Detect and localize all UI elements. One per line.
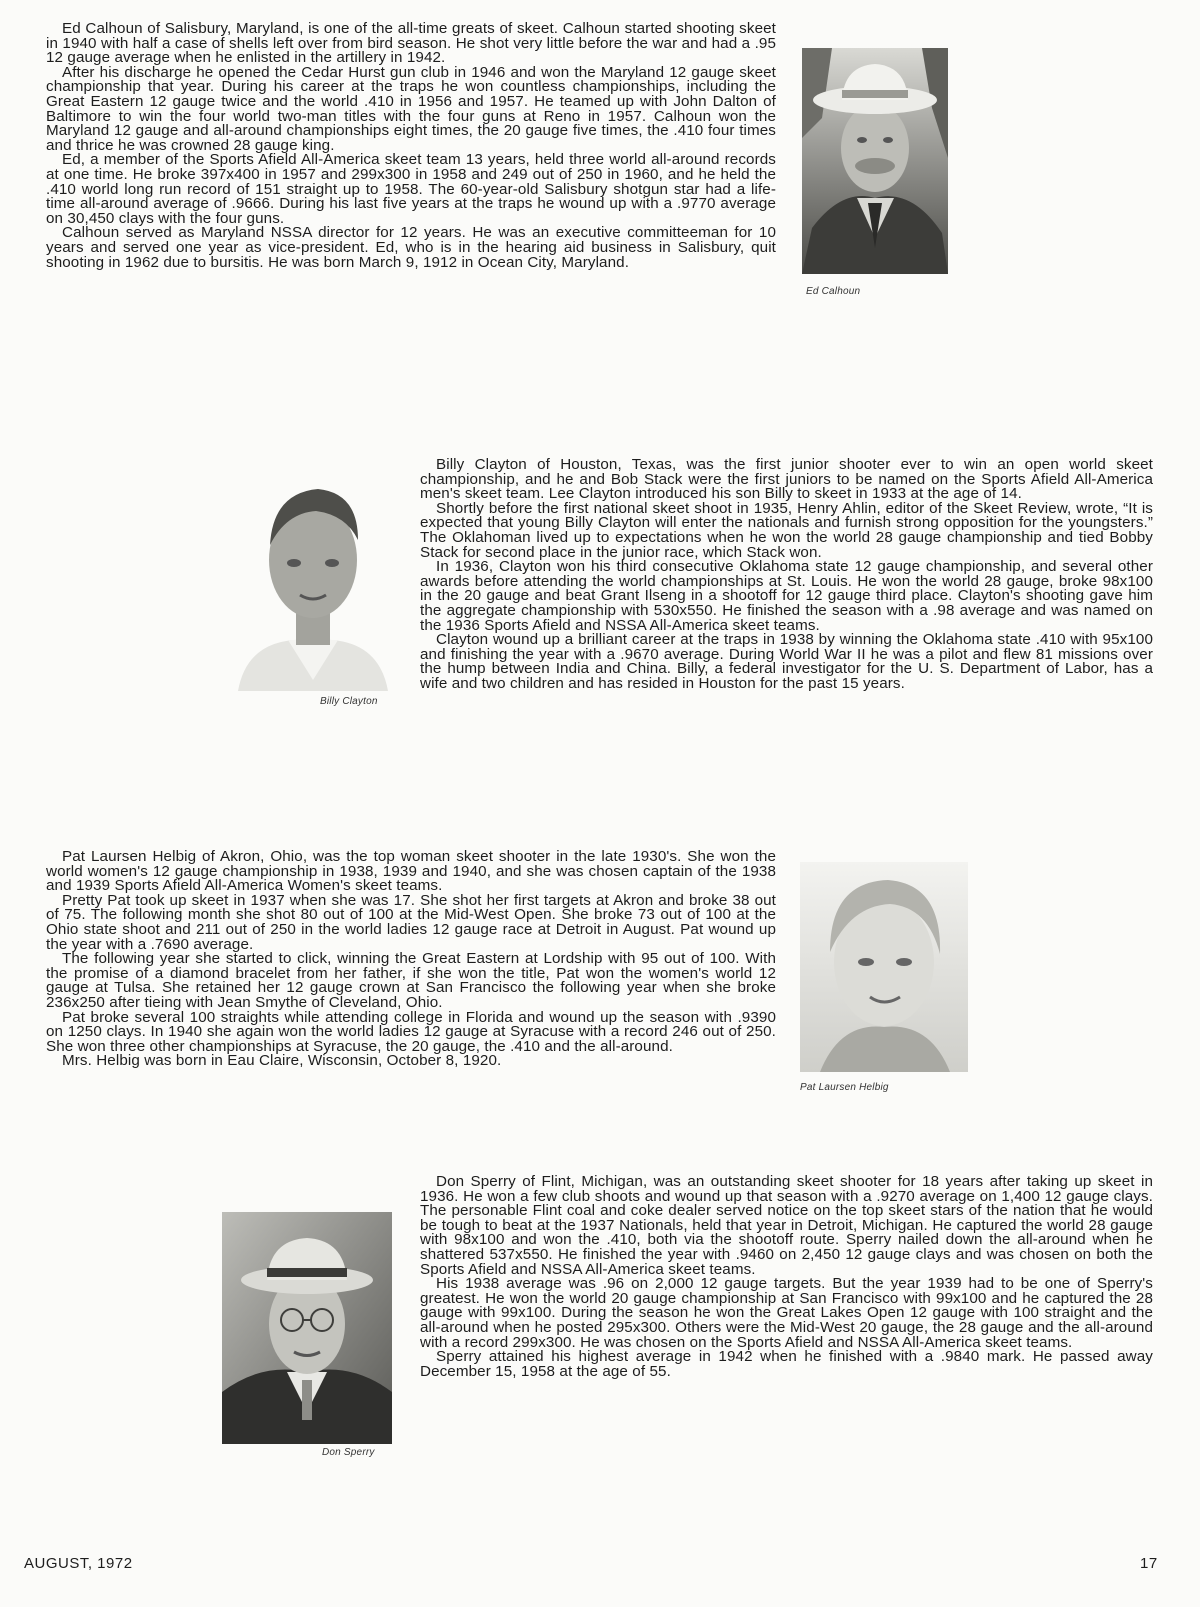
footer-date: AUGUST, 1972 — [24, 1555, 133, 1572]
bio-paragraph: Mrs. Helbig was born in Eau Claire, Wisconsin, October 8, 1920. — [62, 1052, 502, 1070]
bio-paragraph: Don Sperry of Flint, Michigan, was an outstanding skeet shooter for 18 years after taking up skeet in 1936. He won a few club shoots and wound up that season with a .9270 average on 1,400 12 gauge clays. The personable Flint coal and coke dealer served notice on the top skeet stars of the nation that he would be tough to beat at the 1937 Nationals, held that year in Detroit, Michigan. He captured the world 28 gauge with 98x100 and won the .410, both via the shootoff route. Sperry nailed down the all-around when he shattered 537x550. He finished the year with .9460 on 2,450 12 gauge clays and was chosen on both the Sports Afield and NSSA All-America skeet teams. — [420, 1173, 1153, 1278]
bio-paragraph: The following year she started to click, winning the Great Eastern at Lordship with 95 out of 100. With the promise of a diamond bracelet from her father, if she won the title, Pat won the women's world 12 gauge at Tulsa. She retained her 12 gauge crown at San Francisco the following year when she broke 236x250 after tieing with Jean Smythe of Cleveland, Ohio. — [46, 950, 776, 1011]
bio-paragraph: Pat broke several 100 straights while attending college in Florida and wound up the season with .9390 on 1250 clays. In 1940 she again won the world ladies 12 gauge at Syracuse with a record 246 out of 250. She won three other championships at Syracuse, the 20 gauge, the .410 and the all-around. — [46, 1008, 776, 1055]
bio-paragraph: Billy Clayton of Houston, Texas, was the first junior shooter ever to win an open world skeet championship, and he and Bob Stack were the first juniors to be named on the Sports Afield All-America men's skeet team. Lee Clayton introduced his son Billy to skeet in 1933 at the age of 14. — [420, 456, 1153, 503]
bio-paragraph: Pat Laursen Helbig of Akron, Ohio, was the top woman skeet shooter in the late 1930's. She won the world women's 12 gauge championship in 1938, 1939 and 1940, and she was chosen captain of the 1938 and 1939 Sports Afield All-America Women's skeet teams. — [46, 848, 776, 895]
caption-ed-calhoun: Ed Calhoun — [806, 286, 861, 297]
photo-pat-laursen-helbig — [800, 862, 968, 1072]
caption-billy-clayton: Billy Clayton — [320, 696, 378, 707]
bio-don-sperry — [420, 1175, 1153, 1379]
page-number: 17 — [1140, 1555, 1158, 1572]
bio-paragraph: Shortly before the first national skeet shoot in 1935, Henry Ahlin, editor of the Skeet Review, wrote, “It is expected that young Billy Clayton will enter the nationals and furnish strong opposition for the youngsters.” The Oklahoman lived up to expectations when he won the world 28 gauge championship and tied Bobby Stack for second place in the junior race, which Stack won. — [420, 499, 1153, 561]
photo-don-sperry — [222, 1212, 392, 1444]
bio-pat-laursen-helbig — [46, 850, 776, 1069]
bio-ed-calhoun — [46, 22, 776, 270]
bio-paragraph: Sperry attained his highest average in 1942 when he finished with a .9840 mark. He passed away December 15, 1958 at the age of 55. — [420, 1348, 1153, 1380]
bio-paragraph: His 1938 average was .96 on 2,000 12 gauge targets. But the year 1939 had to be one of Sperry's greatest. He won the world 20 gauge championship at San Francisco with 99x100 and he captured the 28 gauge with 99x100. During the season he won the Great Lakes Open 12 gauge with 100 straight and the all-around when he posted 295x300. Others were the Mid-West 20 gauge, the 28 gauge and the all-around with a record 299x300. He was chosen on the Sports Afield and NSSA All-America skeet teams. — [420, 1275, 1153, 1351]
bio-billy-clayton — [420, 458, 1153, 692]
bio-paragraph: Ed, a member of the Sports Afield All-America skeet team 13 years, held three world all-around records at one time. He broke 397x400 in 1957 and 299x300 in 1958 and 249 out of 250 in 1960, and he held the .410 world long run record of 151 straight up to 1958. The 60-year-old Salisbury shotgun star had a life-time all-around average of .9666. During his last five years at the traps he wound up with a .9770 average on 30,450 clays with the four guns. — [46, 151, 776, 227]
bio-paragraph: After his discharge he opened the Cedar Hurst gun club in 1946 and won the Maryland 12 gauge skeet championship that year. During his career at the traps he won countless championships, including the Great Eastern 12 gauge twice and the world .410 in 1956 and 1957. He teamed up with John Dalton of Baltimore to win the four world two-man titles with the four guns at Reno in 1957. Calhoun won the Maryland 12 gauge and all-around championships eight times, the 20 gauge five times, the .410 four times and thrice he was crowned 28 gauge king. — [46, 63, 776, 154]
photo-ed-calhoun — [802, 48, 948, 274]
bio-paragraph: Clayton wound up a brilliant career at the traps in 1938 by winning the Oklahoma state .410 with 95x100 and finishing the year with a .9670 average. During World War II he was a pilot and flew 81 missions over the hump between India and China. Billy, a federal investigator for the U. S. Department of Labor, has a wife and two children and has resided in Houston for the past 15 years. — [420, 631, 1153, 692]
bio-paragraph: Calhoun served as Maryland NSSA director for 12 years. He was an executive committeeman for 10 years and served one year as vice-president. Ed, who is in the hearing aid business in Salisbury, quit shooting in 1962 due to bursitis. He was born March 9, 1912 in Ocean City, Maryland. — [46, 224, 776, 271]
bio-paragraph: Ed Calhoun of Salisbury, Maryland, is one of the all-time greats of skeet. Calhoun started shooting skeet in 1940 with half a case of shells left over from bird season. He shot very little before the war and had a .95 12 gauge average when he enlisted in the artillery in 1942. — [46, 20, 776, 67]
photo-billy-clayton — [228, 465, 398, 691]
bio-paragraph: Pretty Pat took up skeet in 1937 when she was 17. She shot her first targets at Akron and broke 38 out of 75. The following month she shot 80 out of 100 at the Mid-West Open. She broke 73 out of 100 at the Ohio state shoot and 211 out of 250 in the world ladies 12 gauge race at Detroit in August. Pat wound up the year with a .7690 average. — [46, 891, 776, 953]
caption-pat-laursen-helbig: Pat Laursen Helbig — [800, 1082, 889, 1093]
bio-paragraph: In 1936, Clayton won his third consecutive Oklahoma state 12 gauge championship, and several other awards before attending the world championships at St. Louis. He won the world 28 gauge, broke 98x100 in the 20 gauge and beat Grant Ilseng in a shootoff for 12 gauge third place. Clayton's shooting gave him the aggregate championship with 530x550. He finished the season with a .98 average and was named on the 1936 Sports Afield and NSSA All-America skeet teams. — [420, 558, 1153, 634]
caption-don-sperry: Don Sperry — [322, 1447, 375, 1458]
